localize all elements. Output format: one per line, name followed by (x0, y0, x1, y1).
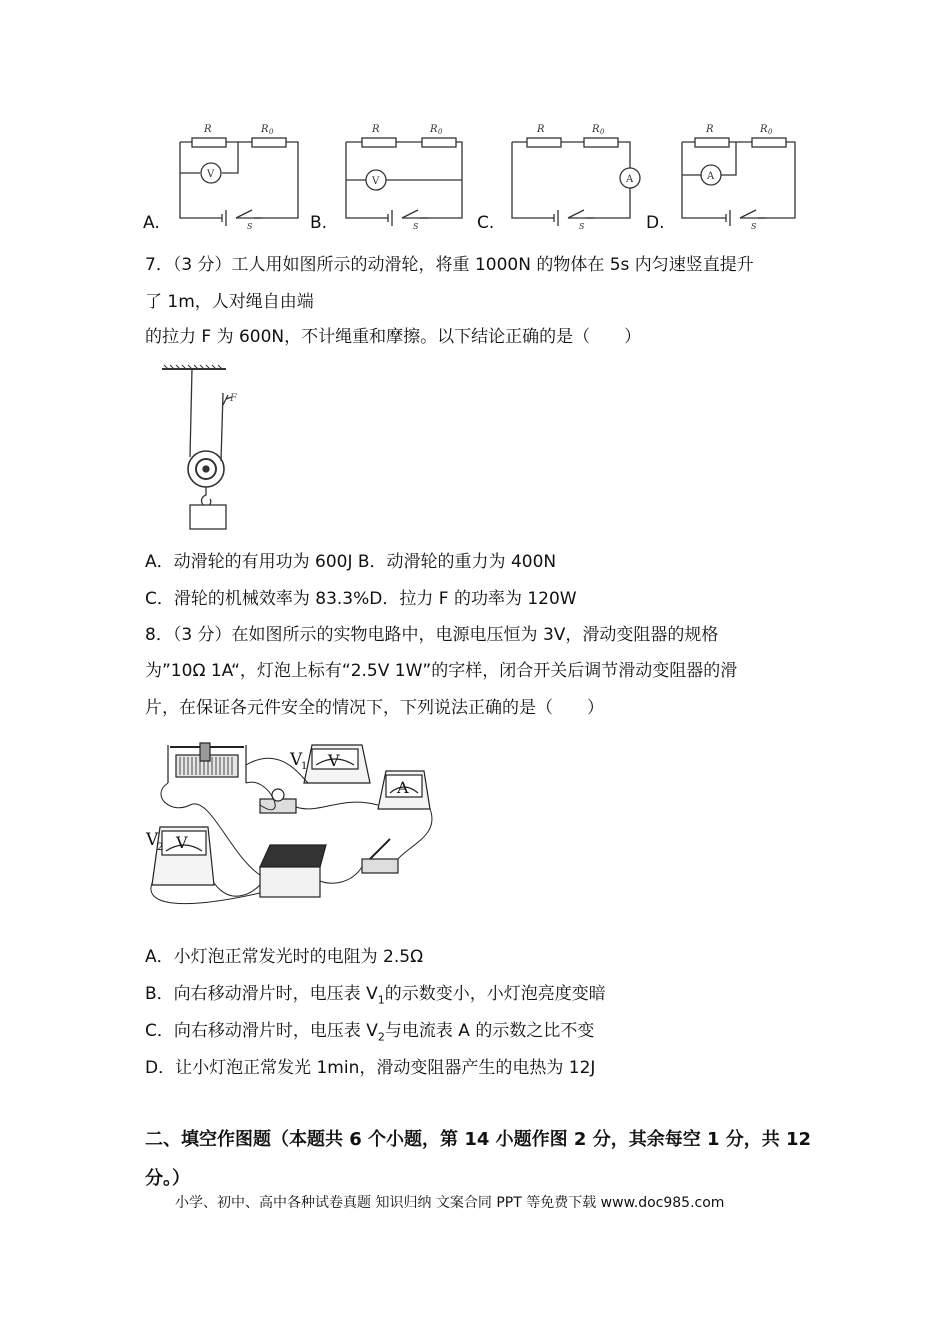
q7-stem-line-2: 了 1m，人对绳自由端 (145, 292, 314, 312)
circuit-option-a-label: A. (143, 213, 160, 233)
q7-stem-line-3: 的拉力 F 为 600N，不计绳重和摩擦。以下结论正确的是（ ） (145, 327, 642, 347)
q8-stem-line-3: 片，在保证各元件安全的情况下，下列说法正确的是（ ） (145, 698, 604, 718)
q8-option-c-sub: 2 (377, 1030, 385, 1044)
switch (362, 839, 398, 873)
circuit-a-r0-label: R (261, 124, 269, 135)
circuit-diagrams (140, 118, 820, 236)
q7-options-row-1: A．动滑轮的有用功为 600J B．动滑轮的重力为 400N (145, 552, 557, 572)
circuit-d-switch-label: S (751, 222, 757, 231)
circuit-a-switch-label: S (247, 222, 253, 231)
power-supply (260, 845, 326, 897)
q8-option-a: A．小灯泡正常发光时的电阻为 2.5Ω (145, 947, 424, 967)
q7-options-row-2: C．滑轮的机械效率为 83.3%D．拉力 F 的功率为 120W (145, 589, 577, 609)
v2-label: V (146, 830, 159, 850)
q8-option-d: D．让小灯泡正常发光 1min，滑动变阻器产生的电热为 12J (145, 1058, 596, 1078)
q8-circuit-photo-figure (140, 735, 440, 911)
q8-stem-line-1: 8．（3 分）在如图所示的实物电路中，电源电压恒为 3V，滑动变阻器的规格 (145, 625, 719, 645)
circuit-b-r0-label: R (430, 124, 438, 135)
circuit-b-r0-sub: 0 (438, 128, 443, 136)
circuit-option-c-label: C. (477, 213, 495, 233)
circuit-a-r-label: R (204, 124, 212, 135)
q7-force-label: F (230, 393, 237, 404)
circuit-c-r0-label: R (592, 124, 600, 135)
v1-meter-letter: V (328, 751, 340, 770)
circuit-d-r-label: R (706, 124, 714, 135)
q8-option-b-text-1: B．向右移动滑片时，电压表 V (145, 984, 378, 1004)
v1-label: V (290, 750, 303, 770)
v2-sub: 2 (157, 842, 164, 853)
circuit-option-d-label: D. (646, 213, 665, 233)
q8-option-c-text-2: 与电流表 A 的示数之比不变 (384, 1021, 595, 1041)
v1-sub: 1 (301, 761, 308, 772)
circuit-b-switch-label: S (413, 222, 419, 231)
q7-stem-line-1: 7．（3 分）工人用如图所示的动滑轮，将重 1000N 的物体在 5s 内匀速竖直提升 (145, 255, 754, 275)
ammeter-letter: A (397, 778, 409, 797)
circuit-c-r0-sub: 0 (600, 128, 605, 136)
circuit-a (180, 138, 298, 226)
circuit-d-r0-sub: 0 (768, 128, 773, 136)
circuit-d (682, 138, 795, 226)
circuit-c-meter: A (626, 174, 634, 185)
lamp (260, 789, 296, 813)
circuit-option-b-label: B. (310, 213, 328, 233)
page-footer: 小学、初中、高中各种试卷真题 知识归纳 文案合同 PPT 等免费下载 www.doc985.com (175, 1195, 725, 1211)
circuit-c-switch-label: S (579, 222, 585, 231)
rheostat (168, 743, 246, 783)
q8-option-b-sub: 1 (377, 993, 385, 1007)
section-2-heading-line-2: 分。） (145, 1168, 190, 1189)
circuit-b-meter: V (372, 176, 380, 187)
q8-option-b-text-2: 的示数变小，小灯泡亮度变暗 (384, 984, 606, 1004)
circuit-c-r-label: R (537, 124, 545, 135)
circuit-d-meter: A (707, 171, 715, 182)
q8-stem-line-2: 为”10Ω 1A“，灯泡上标有“2.5V 1W”的字样，闭合开关后调节滑动变阻器的滑 (145, 661, 738, 681)
q8-option-b (145, 983, 606, 1011)
circuit-b (346, 138, 462, 226)
circuit-c (512, 138, 640, 226)
circuit-a-meter: V (207, 169, 215, 180)
circuit-d-r0-label: R (760, 124, 768, 135)
circuit-b-r-label: R (372, 124, 380, 135)
v2-meter-letter: V (176, 833, 188, 852)
circuit-options-row (140, 118, 820, 236)
circuit-a-r0-sub: 0 (269, 128, 274, 136)
q8-option-c (145, 1020, 594, 1048)
q8-option-c-text-1: C．向右移动滑片时，电压表 V (145, 1021, 378, 1041)
q7-pulley-figure (160, 363, 250, 531)
section-2-heading-line-1: 二、填空作图题（本题共 6 个小题，第 14 小题作图 2 分，其余每空 1 分，共 12 (145, 1129, 812, 1150)
